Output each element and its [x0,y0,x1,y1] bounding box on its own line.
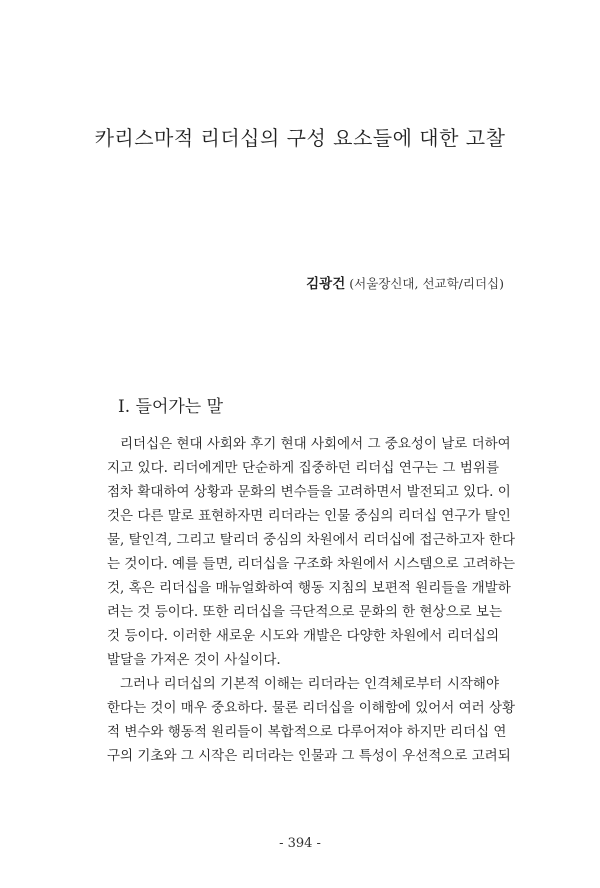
text-line: 한다는 것이 매우 중요하다. 물론 리더십을 이해함에 있어서 여러 상황 [107,700,516,716]
document-title: 카리스마적 리더십의 구성 요소들에 대한 고찰 [94,126,506,150]
text-line: 지고 있다. 리더에게만 단순하게 집중하던 리더십 연구는 그 범위를 [107,460,499,476]
text-line: 것은 다른 말로 표현하자면 리더라는 인물 중심의 리더십 연구가 탈인 [107,508,511,524]
text-line: 것 등이다. 이러한 새로운 시도와 개발은 다양한 차원에서 리더십의 [107,628,499,644]
text-line: 적 변수와 행동적 원리들이 복합적으로 다루어져야 하지만 리더십 연 [107,724,507,740]
text-line: 물, 탈인격, 그리고 탈리더 중심의 차원에서 리더십에 접근하고자 한다 [107,532,516,548]
section-heading: I. 들어가는 말 [118,397,224,417]
text-line: 구의 기초와 그 시작은 리더라는 인물과 그 특성이 우선적으로 고려되 [107,748,511,764]
text-line: 점차 확대하여 상황과 문화의 변수들을 고려하면서 발전되고 있다. 이 [107,484,511,500]
text-line: 리더십은 현대 사회와 후기 현대 사회에서 그 중요성이 날로 더하여 [120,436,511,452]
text-line: 것, 혹은 리더십을 매뉴얼화하여 행동 지침의 보편적 원리들을 개발하 [107,580,511,596]
text-line: 려는 것 등이다. 또한 리더십을 극단적으로 문화의 한 현상으로 보는 [107,604,503,620]
text-line: 발달을 가져온 것이 사실이다. [107,652,281,668]
author-name: 김광건 [306,276,346,292]
text-line: 는 것이다. 예를 들면, 리더십을 구조화 차원에서 시스템으로 고려하는 [107,556,516,572]
page-number: - 394 - [279,836,321,851]
author-affiliation: (서울장신대, 선교학/리더십) [349,276,504,291]
body-text [107,432,516,768]
author-line [306,272,504,292]
text-line: 그러나 리더십의 기본적 이해는 리더라는 인격체로부터 시작해야 [120,676,499,692]
